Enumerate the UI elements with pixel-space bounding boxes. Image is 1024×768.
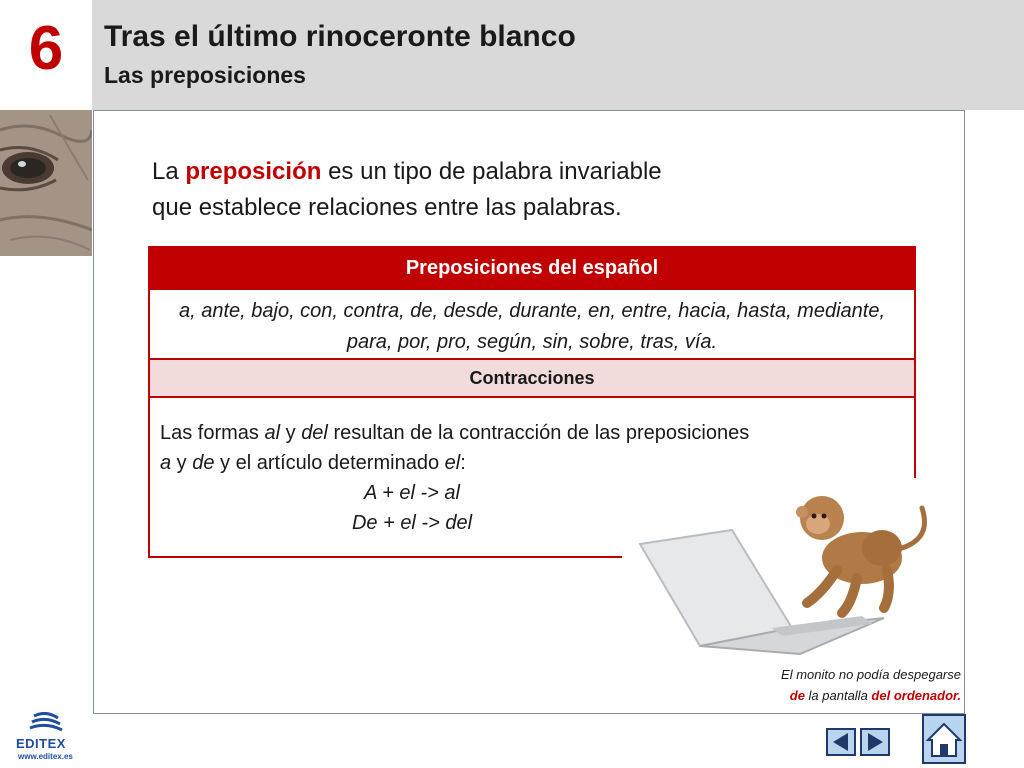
- caption-line1: El monito no podía despegarse: [781, 667, 961, 682]
- rhino-eye-image: [0, 110, 92, 256]
- contraction-a: a: [160, 452, 172, 474]
- image-caption: [661, 664, 961, 706]
- arrow-left-icon: [828, 730, 854, 754]
- equation-del: De + el -> del: [351, 512, 473, 534]
- home-icon: [924, 716, 964, 762]
- intro-highlight: preposición: [185, 158, 322, 185]
- table-header: Preposiciones del español: [148, 246, 916, 290]
- contraction-text: Las formas: [160, 422, 265, 444]
- intro-text-c: que establece relaciones entre las palabras.: [152, 194, 622, 221]
- previous-slide-button[interactable]: [826, 728, 856, 756]
- contraction-del: del: [301, 422, 328, 444]
- intro-definition: [152, 154, 752, 226]
- intro-text-b: es un tipo de palabra invariable: [321, 158, 662, 185]
- equation-al: A + el -> al: [364, 482, 460, 504]
- table-subheader: Contracciones: [148, 360, 916, 398]
- home-button[interactable]: [922, 714, 966, 764]
- caption-mid: la pantalla: [804, 688, 872, 703]
- contraction-text: y: [171, 452, 193, 474]
- contraction-text: y: [280, 422, 302, 444]
- editex-url: www.editex.es: [18, 752, 73, 761]
- intro-text-a: La: [152, 158, 186, 185]
- editex-brand: EDITEX: [16, 736, 66, 751]
- monkey-laptop-image: [622, 478, 964, 660]
- unit-number: 6: [28, 14, 64, 83]
- contraction-text: resultan de la contracción de las preposiciones: [327, 422, 750, 444]
- header-bar: [92, 0, 1024, 110]
- caption-del-ordenador: del ordenador.: [871, 688, 961, 703]
- contraction-el: el: [444, 452, 461, 474]
- page-title: Tras el último rinoceronte blanco: [104, 20, 576, 53]
- contraction-text: :: [460, 452, 466, 474]
- unit-box: [0, 0, 92, 110]
- contraction-text: y el artículo determinado: [214, 452, 445, 474]
- contraction-de: de: [192, 452, 215, 474]
- contraction-al: al: [264, 422, 281, 444]
- arrow-right-icon: [862, 730, 888, 754]
- prepositions-list: a, ante, bajo, con, contra, de, desde, durante, en, entre, hacia, hasta, mediante, para, por, pro, según, sin, sobre, tras, vía.: [148, 290, 916, 360]
- next-slide-button[interactable]: [860, 728, 890, 756]
- caption-de: de: [789, 688, 805, 703]
- page-subtitle: Las preposiciones: [104, 62, 306, 88]
